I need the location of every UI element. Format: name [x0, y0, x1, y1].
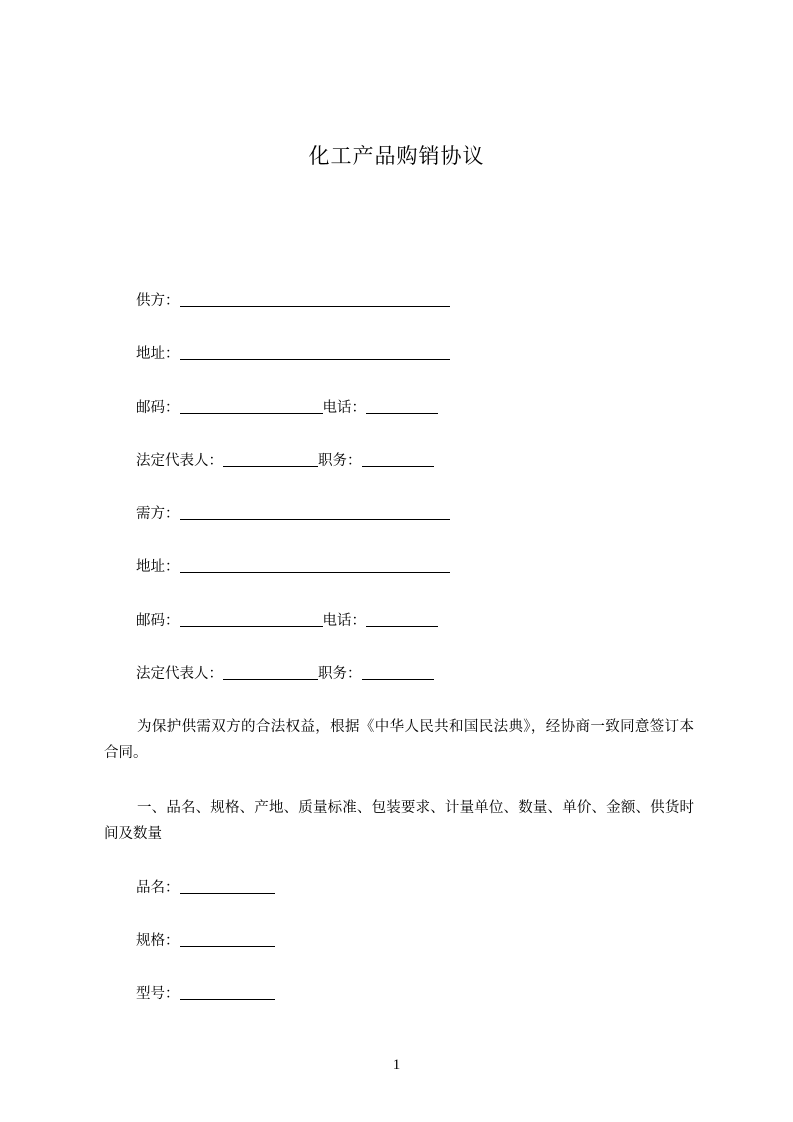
- product-name-blank[interactable]: [180, 879, 275, 894]
- supplier-name-blank[interactable]: [180, 292, 450, 307]
- buyer-postcode-label: 邮码：: [136, 613, 180, 629]
- supplier-postcode-blank[interactable]: [180, 399, 323, 414]
- supplier-phone-blank[interactable]: [366, 399, 438, 414]
- supplier-name-label: 供方：: [136, 293, 180, 309]
- buyer-legal-rep-label: 法定代表人：: [136, 666, 223, 682]
- product-spec-blank[interactable]: [180, 932, 275, 947]
- buyer-legal-rep-blank[interactable]: [223, 665, 318, 680]
- supplier-position-blank[interactable]: [362, 452, 434, 467]
- section-1-heading: 一、品名、规格、产地、质量标准、包装要求、计量单位、数量、单价、金额、供货时间及数量: [104, 800, 694, 842]
- product-spec-label: 规格：: [136, 933, 180, 949]
- buyer-address-field: [136, 556, 450, 578]
- buyer-postcode-blank[interactable]: [180, 612, 323, 627]
- buyer-name-field: [136, 503, 450, 525]
- preamble-paragraph: 为保护供需双方的合法权益，根据《中华人民共和国民法典》，经协商一致同意签订本合同。: [104, 719, 694, 761]
- buyer-address-blank[interactable]: [180, 558, 450, 573]
- supplier-postcode-label: 邮码：: [136, 400, 180, 416]
- supplier-postcode-phone-field: [136, 397, 438, 419]
- product-model-field: [136, 983, 275, 1005]
- document-title: 化工产品购销协议: [308, 144, 485, 168]
- buyer-address-label: 地址：: [136, 559, 180, 575]
- buyer-postcode-phone-field: [136, 610, 438, 632]
- supplier-legal-rep-field: [136, 450, 434, 472]
- product-spec-field: [136, 930, 275, 952]
- supplier-address-blank[interactable]: [180, 345, 450, 360]
- buyer-phone-label: 电话：: [322, 613, 366, 629]
- buyer-phone-blank[interactable]: [366, 612, 438, 627]
- supplier-legal-rep-label: 法定代表人：: [136, 453, 223, 469]
- buyer-legal-rep-field: [136, 663, 434, 685]
- supplier-position-label: 职务：: [318, 453, 362, 469]
- page-number: 1: [392, 1057, 401, 1073]
- buyer-position-label: 职务：: [318, 666, 362, 682]
- buyer-position-blank[interactable]: [362, 665, 434, 680]
- product-name-label: 品名：: [136, 880, 180, 896]
- supplier-legal-rep-blank[interactable]: [223, 452, 318, 467]
- supplier-phone-label: 电话：: [322, 400, 366, 416]
- product-model-label: 型号：: [136, 986, 180, 1002]
- product-name-field: [136, 877, 275, 899]
- buyer-name-blank[interactable]: [180, 505, 450, 520]
- supplier-address-label: 地址：: [136, 346, 180, 362]
- buyer-name-label: 需方：: [136, 506, 180, 522]
- supplier-name-field: [136, 290, 450, 312]
- product-model-blank[interactable]: [180, 985, 275, 1000]
- supplier-address-field: [136, 343, 450, 365]
